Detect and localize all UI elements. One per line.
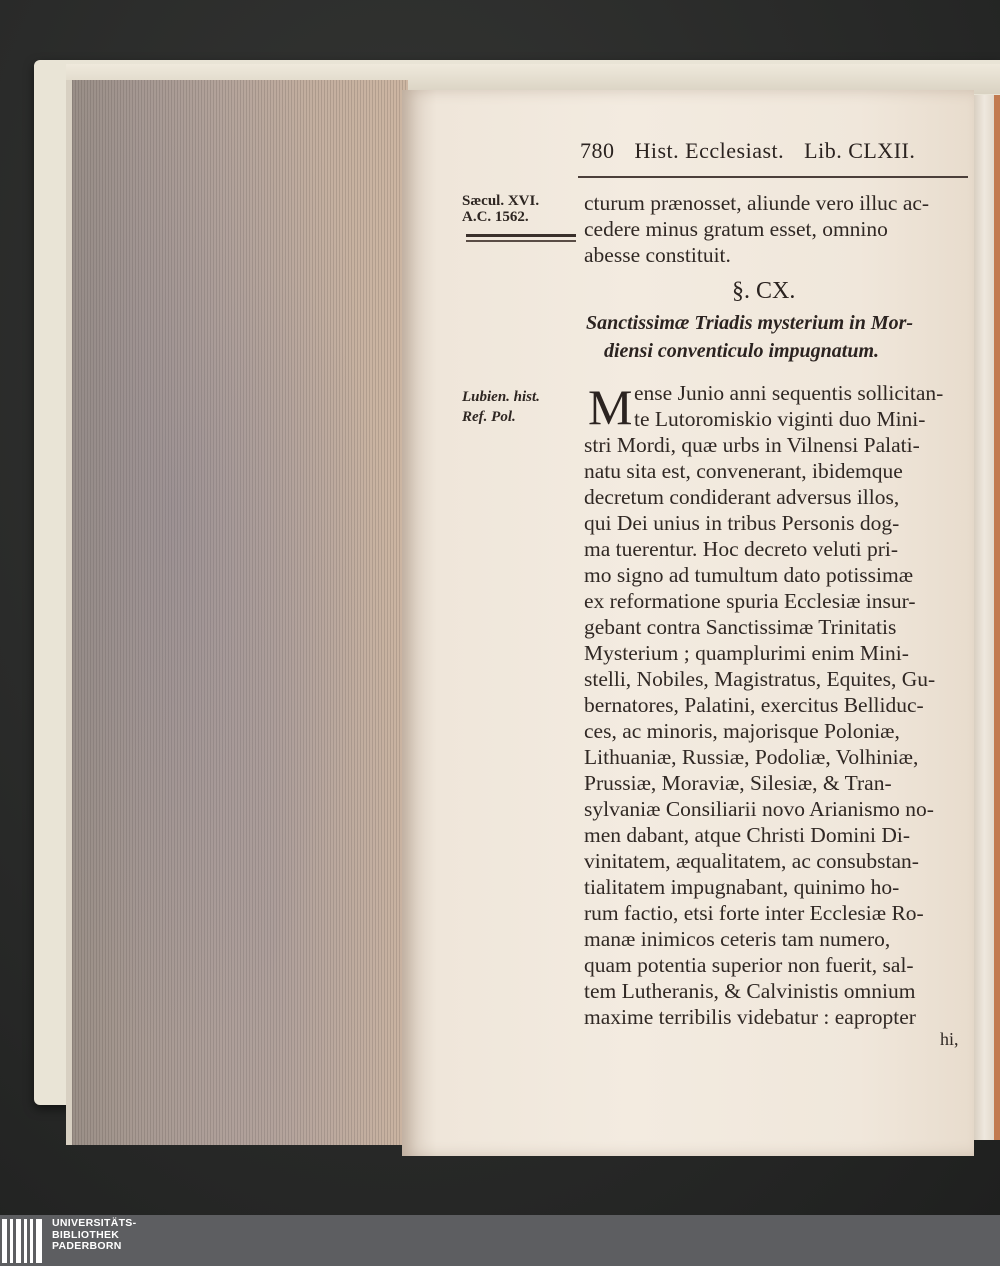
- text-line: gebant contra Sanctissimæ Trinitatis: [584, 615, 897, 639]
- text-line: Lithuaniæ, Russiæ, Podoliæ, Volhiniæ,: [584, 745, 919, 769]
- drop-initial: M: [588, 379, 633, 435]
- text-line: maxime terribilis videbatur : eapropter: [584, 1005, 916, 1029]
- page-fore-edge: [66, 80, 408, 1145]
- library-name-line1: UNIVERSITÄTS-: [52, 1217, 137, 1229]
- library-logo-icon: [2, 1219, 46, 1263]
- library-name-line2: BIBLIOTHEK: [52, 1228, 120, 1241]
- text-line: decretum condiderant adversus illos,: [584, 485, 900, 509]
- text-line: qui Dei unius in tribus Personis dog-: [584, 511, 900, 535]
- library-footer-bar: [0, 1215, 1000, 1266]
- section-heading: diensi conventiculo impugnatum.: [604, 340, 880, 362]
- margin-source-2: Ref. Pol.: [462, 409, 516, 425]
- text-line: ense Junio anni sequentis sollicitan-: [634, 381, 944, 405]
- text-line: tialitatem impugnabant, quinimo ho-: [584, 875, 900, 899]
- text-line: vinitatem, æqualitatem, ac consubstan-: [584, 849, 919, 873]
- library-name-line3: PADERBORN: [52, 1240, 122, 1252]
- catchword: hi,: [940, 1029, 959, 1049]
- header-rule: [578, 176, 968, 178]
- margin-rule: [466, 234, 576, 237]
- text-line: sylvaniæ Consiliarii novo Arianismo no-: [584, 797, 934, 821]
- text-line: stelli, Nobiles, Magistratus, Equites, Gu-: [584, 667, 936, 691]
- running-header: [580, 138, 970, 164]
- text-line: men dabant, atque Christi Domini Di-: [584, 823, 911, 847]
- margin-rule-2: [466, 240, 576, 242]
- margin-year: A.C. 1562.: [462, 209, 529, 225]
- text-line: stri Mordi, quæ urbs in Vilnensi Palati-: [584, 433, 920, 457]
- text-line: rum factio, etsi forte inter Ecclesiæ Ro-: [584, 901, 924, 925]
- margin-century: Sæcul. XVI.: [462, 193, 540, 209]
- running-title: Hist. Ecclesiast.: [634, 138, 785, 163]
- margin-source-1: Lubien. hist.: [462, 389, 540, 405]
- text-line: ces, ac minoris, majorisque Poloniæ,: [584, 719, 900, 743]
- section-number: §. CX.: [732, 278, 796, 304]
- text-line: cedere minus gratum esset, omnino: [584, 217, 888, 241]
- text-line: natu sita est, convenerant, ibidemque: [584, 459, 903, 483]
- text-line: quam potentia superior non fuerit, sal-: [584, 953, 914, 977]
- text-line: te Lutoromiskio viginti duo Mini-: [634, 407, 926, 431]
- book-binding-edge: [974, 95, 1000, 1140]
- text-line: cturum prænosset, aliunde vero illuc ac-: [584, 191, 930, 215]
- text-line: abesse constituit.: [584, 243, 731, 267]
- library-name: [52, 1218, 136, 1253]
- text-line: bernatores, Palatini, exercitus Belliduc-: [584, 693, 924, 717]
- text-line: manæ inimicos ceteris tam numero,: [584, 927, 891, 951]
- text-line: tem Lutheranis, & Calvinistis omnium: [584, 979, 916, 1003]
- text-line: ma tuerentur. Hoc decreto veluti pri-: [584, 537, 899, 561]
- book-number: Lib. CLXII.: [804, 138, 916, 163]
- text-line: ex reformatione spuria Ecclesiæ insur-: [584, 589, 916, 613]
- text-line: Prussiæ, Moraviæ, Silesiæ, & Tran-: [584, 771, 892, 795]
- text-line: Mysterium ; quamplurimi enim Mini-: [584, 641, 909, 665]
- text-line: mo signo ad tumultum dato potissimæ: [584, 563, 914, 587]
- section-heading: Sanctissimæ Triadis mysterium in Mor-: [586, 312, 914, 334]
- page-number: 780: [580, 138, 615, 163]
